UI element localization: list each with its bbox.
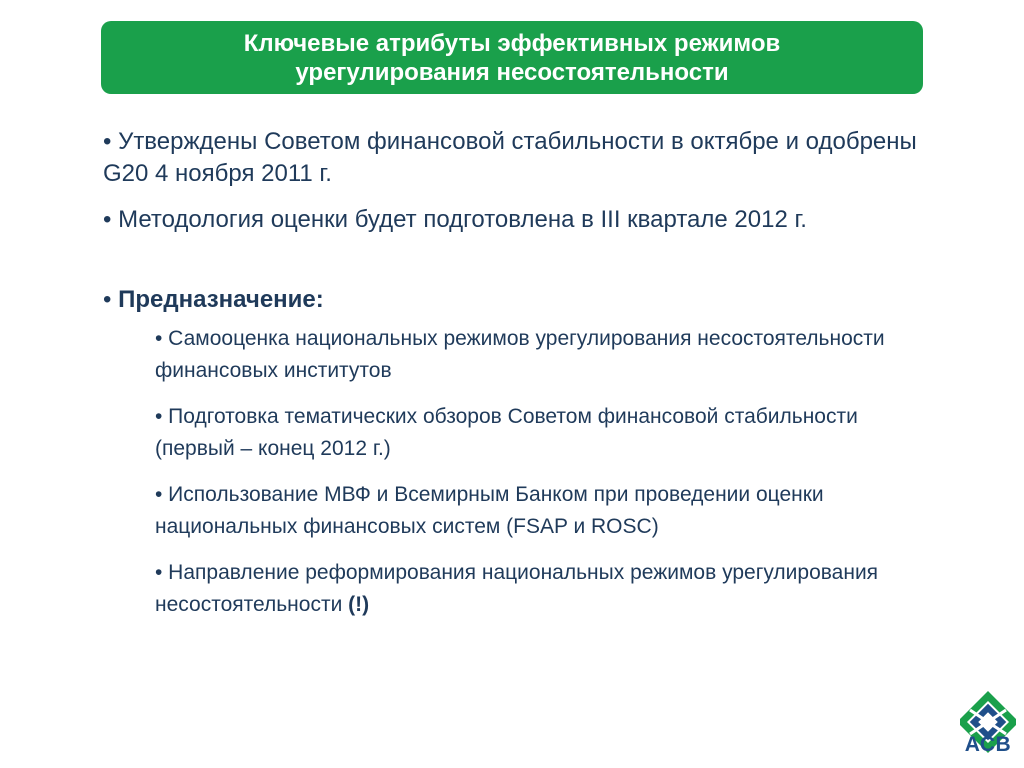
- subitem-self-assessment: • Самооценка национальных режимов урегулирования несостоятельности финансовых институтов: [155, 327, 885, 382]
- subitem-reform-direction: [155, 557, 895, 621]
- title-line-2: урегулирования несостоятельности: [295, 58, 729, 86]
- bullet-purpose: [103, 284, 963, 316]
- title-banner: [101, 21, 923, 94]
- subitem-imf-worldbank: • Использование МВФ и Всемирным Банком при проведении оценки национальных финансовых систем (FSAP и ROSC): [155, 483, 824, 538]
- title-line-1: Ключевые атрибуты эффективных режимов: [243, 29, 781, 57]
- bullet-methodology: • Методология оценки будет подготовлена в III квартале 2012 г.: [103, 206, 807, 233]
- purpose-subitems: [155, 323, 895, 621]
- subitem-reform-text: • Направление реформирования национальных режимов урегулирования несостоятельности: [155, 561, 879, 616]
- slide-content: [103, 126, 963, 635]
- asv-logo-text: АСВ: [964, 733, 1012, 756]
- subitem-reform-emphasis: (!): [348, 593, 370, 616]
- subitem-thematic-reviews: • Подготовка тематических обзоров Советом финансовой стабильности (первый – конец 2012 г.): [155, 405, 858, 460]
- bullet-purpose-label: Предназначение:: [118, 286, 324, 313]
- bullet-purpose-marker: •: [103, 286, 119, 313]
- bullet-approved: • Утверждены Советом финансовой стабильности в октябре и одобрены G20 4 ноября 2011 г.: [103, 128, 917, 187]
